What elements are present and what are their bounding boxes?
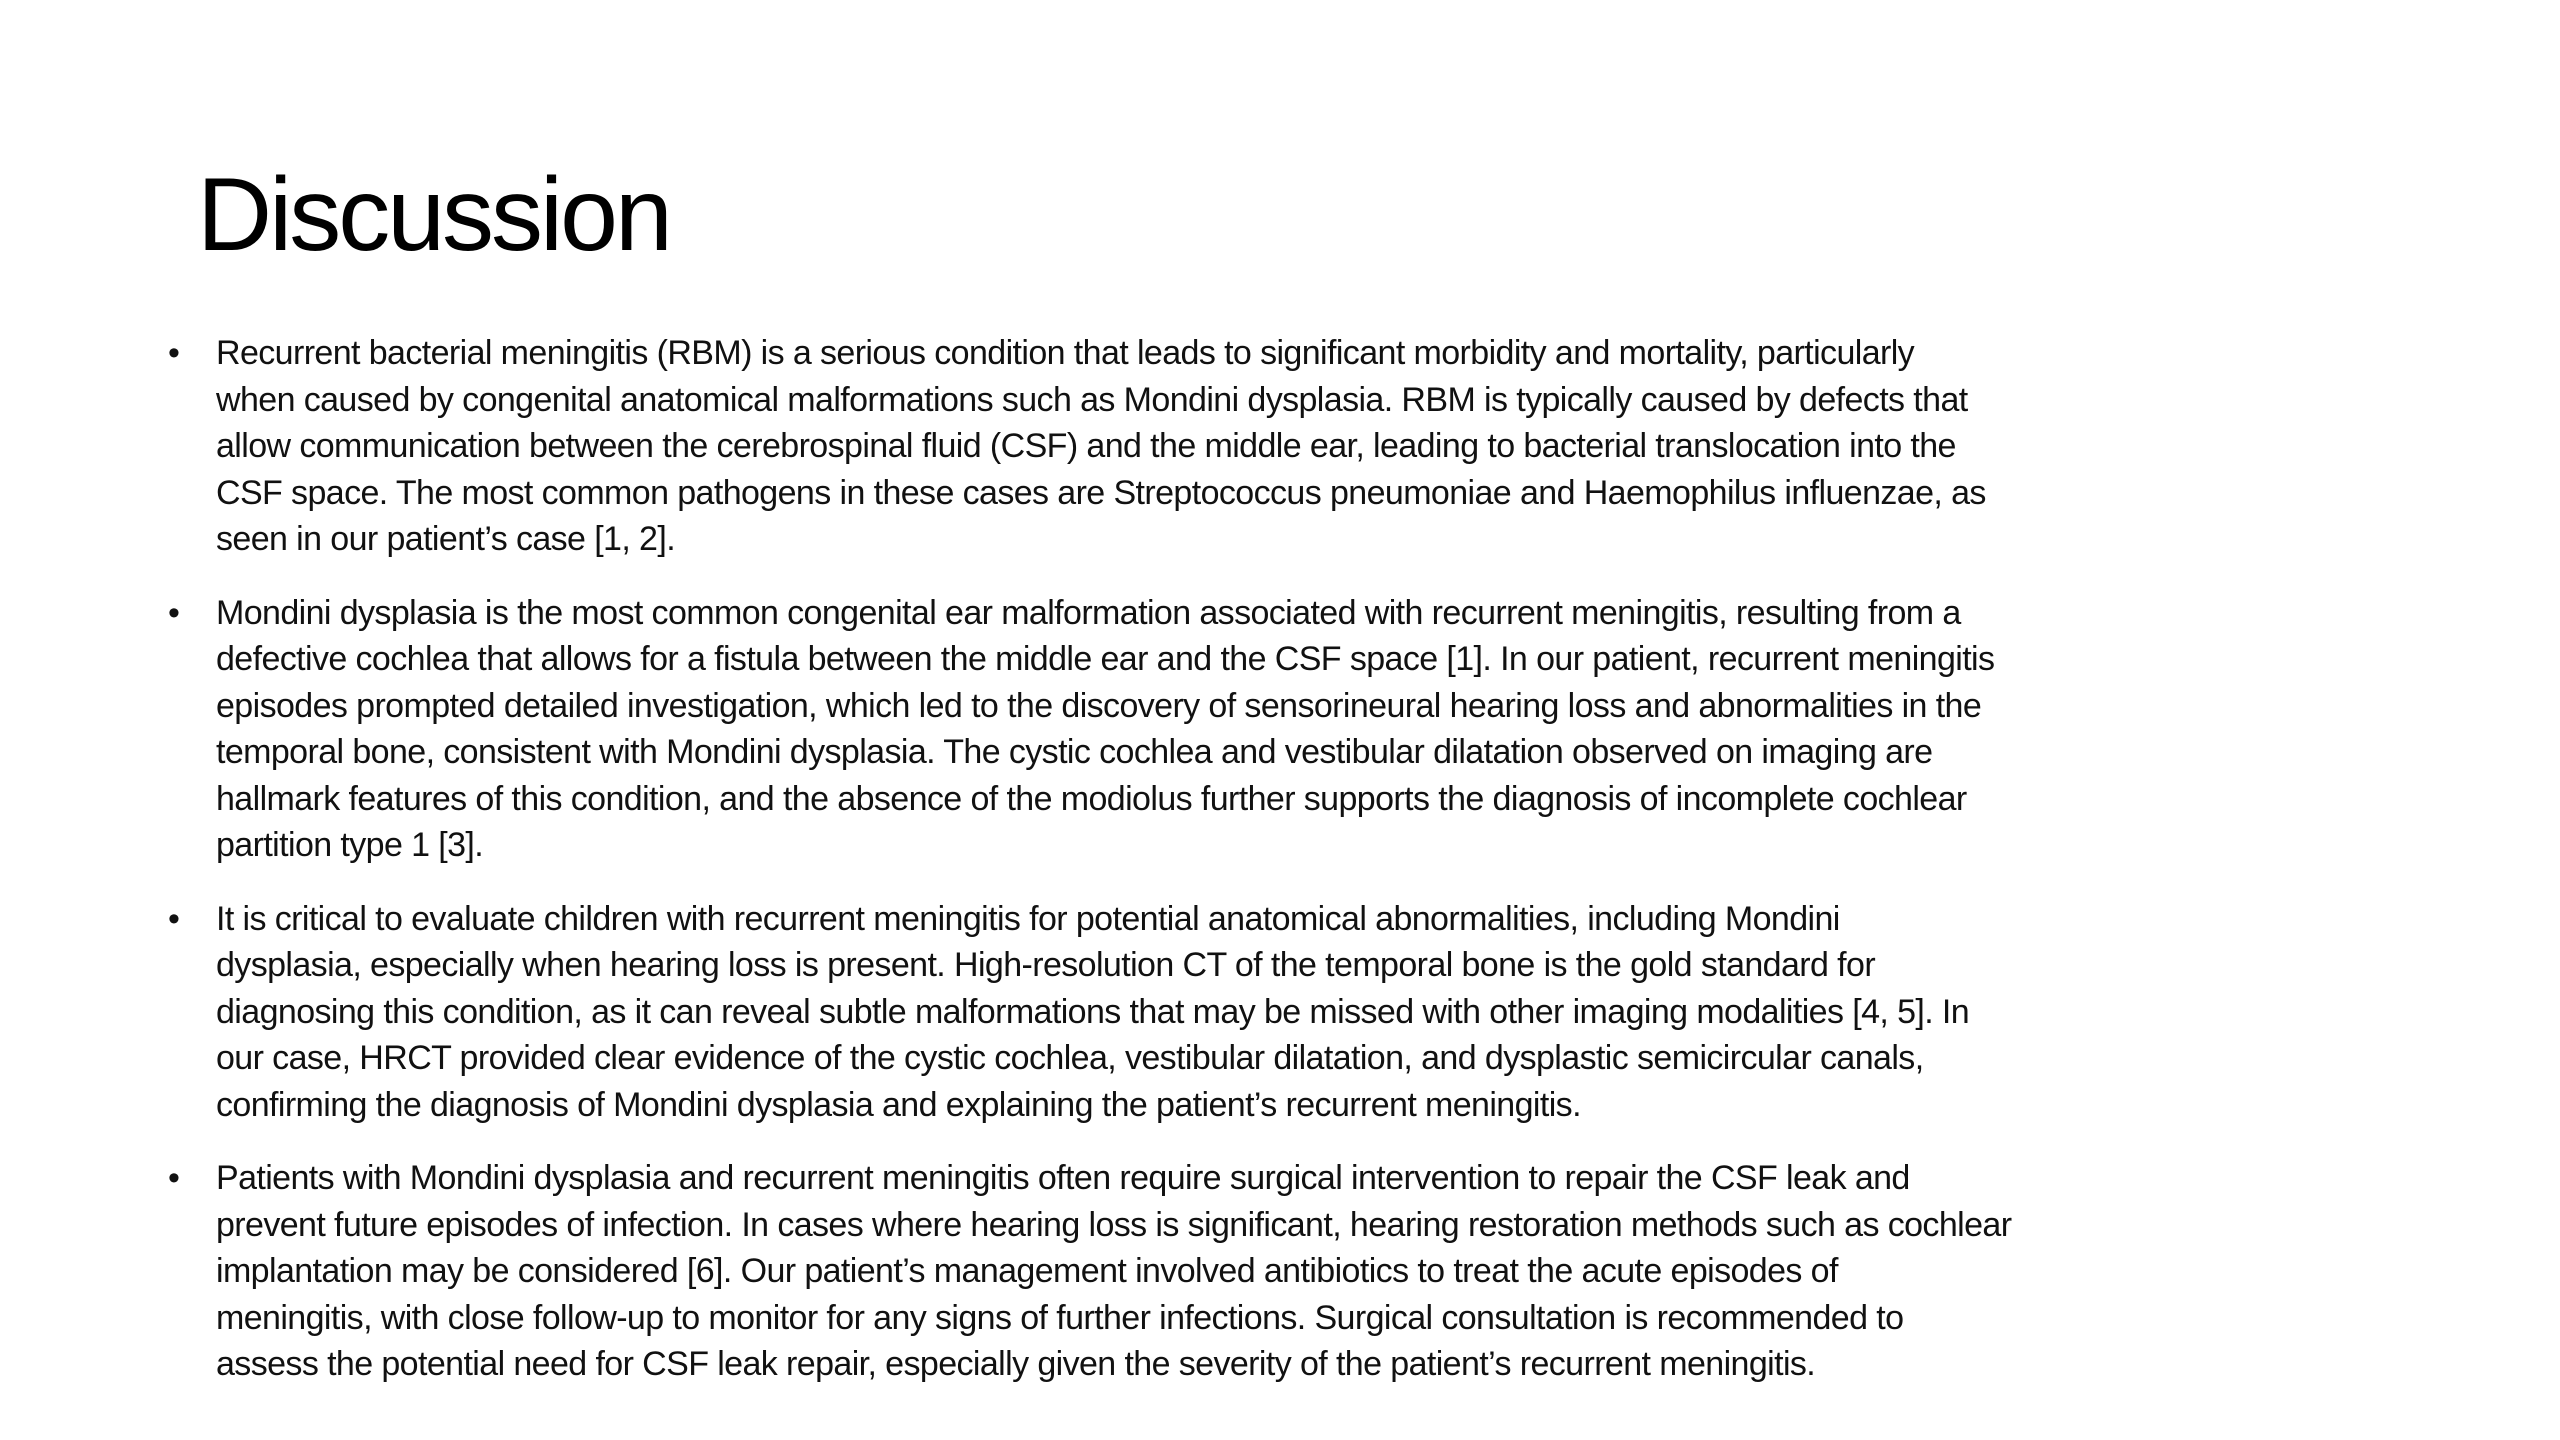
bullet-dot-icon: • [168, 1159, 180, 1197]
bullet-text-line: implantation may be considered [6]. Our patient’s management involved antibiotics to treat the acute episodes of [216, 1252, 1838, 1290]
bullet-text-line: when caused by congenital anatomical malformations such as Mondini dysplasia. RBM is typically caused by defects that [216, 380, 1968, 419]
bullet-text-line: assess the potential need for CSF leak repair, especially given the severity of the patient’s recurrent meningitis. [216, 1345, 1816, 1383]
bullet-text-line: episodes prompted detailed investigation, which led to the discovery of sensorineural hearing loss and abnormalities in the [216, 686, 1982, 725]
bullet-text-line: partition type 1 [3]. [216, 826, 484, 864]
bullet-text-line: allow communication between the cerebrospinal fluid (CSF) and the middle ear, leading to bacterial translocation into the [216, 427, 1956, 465]
bullet-text-line: dysplasia, especially when hearing loss is present. High-resolution CT of the temporal bone is the gold standard for [216, 946, 1876, 984]
bullet-text-line: CSF space. The most common pathogens in these cases are Streptococcus pneumoniae and Haemophilus influenzae, as [216, 473, 1986, 512]
bullet-text-line: our case, HRCT provided clear evidence of the cystic cochlea, vestibular dilatation, and dysplastic semicircular canals, [216, 1039, 1924, 1077]
bullet-text-line: seen in our patient’s case [1, 2]. [216, 520, 676, 558]
bullet-text-line: diagnosing this condition, as it can reveal subtle malformations that may be missed with other imaging modalities [4, 5]. In [216, 992, 1970, 1031]
bullet-text-line: Recurrent bacterial meningitis (RBM) is a serious condition that leads to significant morbidity and mortality, particularly [216, 334, 1915, 372]
bullet-item [160, 330, 2400, 563]
bullet-text-line: prevent future episodes of infection. In cases where hearing loss is significant, hearing restoration methods such as cochlear [216, 1205, 2012, 1244]
bullet-item [160, 896, 2400, 1129]
bullet-item [160, 1155, 2400, 1388]
bullet-list [160, 330, 2400, 1415]
bullet-item [160, 590, 2400, 869]
bullet-text-line: confirming the diagnosis of Mondini dysplasia and explaining the patient’s recurrent meningitis. [216, 1085, 1581, 1124]
slide-title: Discussion [197, 157, 670, 273]
bullet-dot-icon: • [168, 334, 180, 372]
bullet-text-line: defective cochlea that allows for a fistula between the middle ear and the CSF space [1]. In our patient, recurrent meningitis [216, 640, 1995, 678]
bullet-text-line: Mondini dysplasia is the most common congenital ear malformation associated with recurrent meningitis, resulting from a [216, 593, 1961, 632]
bullet-dot-icon: • [168, 593, 180, 632]
bullet-text-line: meningitis, with close follow-up to monitor for any signs of further infections. Surgical consultation is recommended to [216, 1298, 1904, 1337]
bullet-text-line: Patients with Mondini dysplasia and recurrent meningitis often require surgical intervention to repair the CSF leak and [216, 1159, 1910, 1197]
bullet-dot-icon: • [168, 899, 180, 938]
bullet-text-line: hallmark features of this condition, and the absence of the modiolus further supports the diagnosis of incomplete cochlear [216, 779, 1967, 818]
bullet-text-line: temporal bone, consistent with Mondini dysplasia. The cystic cochlea and vestibular dilatation observed on imaging are [216, 733, 1933, 771]
bullet-text-line: It is critical to evaluate children with recurrent meningitis for potential anatomical abnormalities, including Mondini [216, 899, 1840, 938]
